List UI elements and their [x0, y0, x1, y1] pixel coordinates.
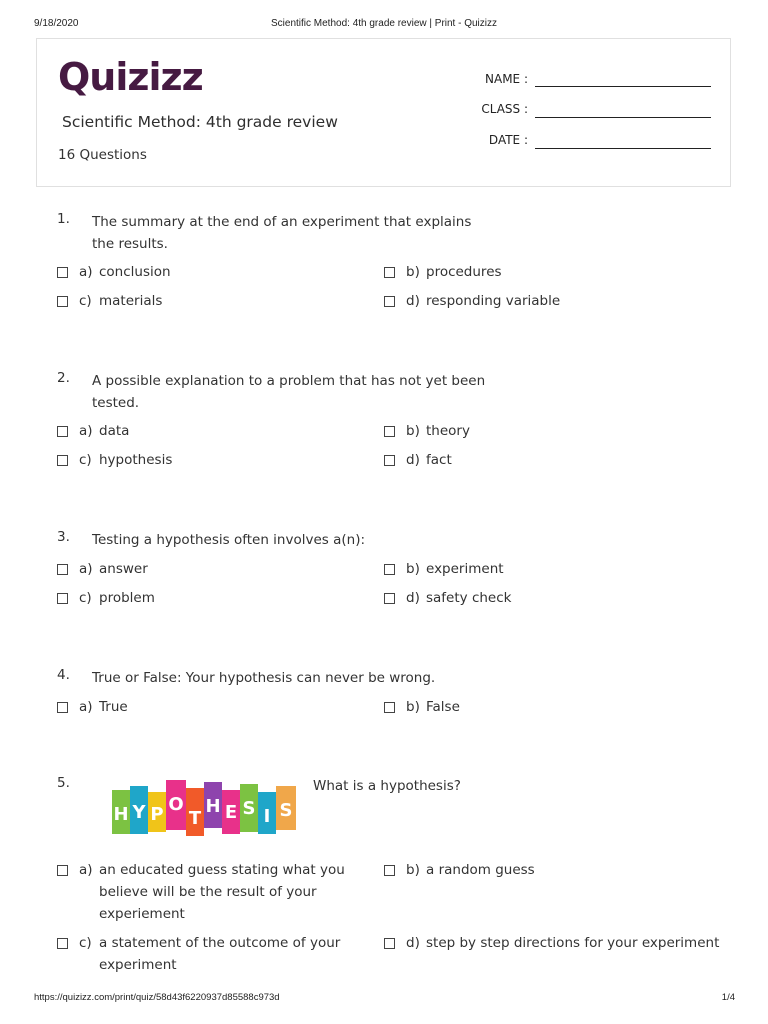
- checkbox[interactable]: [57, 938, 68, 949]
- question-number: 2.: [57, 370, 70, 386]
- checkbox[interactable]: [57, 267, 68, 278]
- footer-url[interactable]: https://quizizz.com/print/quiz/58d43f6220937d85588c973d: [34, 992, 280, 1003]
- checkbox[interactable]: [57, 296, 68, 307]
- question-number: 5.: [57, 775, 70, 791]
- checkbox[interactable]: [57, 455, 68, 466]
- option-letter: a): [79, 862, 93, 878]
- option-text: conclusion: [99, 264, 171, 280]
- question-text: What is a hypothesis?: [313, 778, 461, 794]
- option-letter: d): [406, 293, 420, 309]
- option-text: a random guess: [426, 862, 535, 878]
- option-text: step by step directions for your experiment: [426, 935, 720, 951]
- name-field-label: NAME :: [485, 72, 528, 86]
- checkbox[interactable]: [384, 267, 395, 278]
- class-field-line[interactable]: [535, 117, 711, 118]
- hyp-letter-4: O: [168, 794, 184, 815]
- option-letter: d): [406, 935, 420, 951]
- option-text: fact: [426, 452, 452, 468]
- checkbox[interactable]: [384, 938, 395, 949]
- option-text: answer: [99, 561, 148, 577]
- hyp-letter-7: E: [224, 802, 238, 823]
- option-letter: c): [79, 935, 92, 951]
- name-field-line[interactable]: [535, 86, 711, 87]
- option-text: an educated guess stating what you believe will be the result of your experiement: [99, 862, 345, 922]
- option-text: True: [99, 699, 128, 715]
- checkbox[interactable]: [57, 564, 68, 575]
- question-text: True or False: Your hypothesis can never be wrong.: [92, 670, 436, 686]
- checkbox[interactable]: [384, 702, 395, 713]
- print-title: Scientific Method: 4th grade review | Print - Quizizz: [270, 18, 498, 29]
- checkbox[interactable]: [57, 593, 68, 604]
- question-count: 16 Questions: [58, 147, 147, 163]
- hyp-letter-6: H: [205, 796, 221, 817]
- date-field-label-wrap: [0, 133, 528, 149]
- option-letter: a): [79, 561, 93, 577]
- date-field-line[interactable]: [535, 148, 711, 149]
- option-letter: b): [406, 862, 420, 878]
- option-letter: a): [79, 423, 93, 439]
- checkbox[interactable]: [384, 564, 395, 575]
- option-text: procedures: [426, 264, 502, 280]
- option-letter: b): [406, 423, 420, 439]
- question-text: Testing a hypothesis often involves a(n):: [92, 532, 366, 548]
- question-number: 1.: [57, 211, 70, 227]
- checkbox[interactable]: [57, 865, 68, 876]
- option-text: safety check: [426, 590, 512, 606]
- page-number: 1/4: [721, 992, 735, 1003]
- option-text: False: [426, 699, 460, 715]
- option-letter: c): [79, 590, 92, 606]
- hyp-letter-5: T: [188, 808, 202, 829]
- checkbox[interactable]: [384, 593, 395, 604]
- hyp-letter-9: I: [263, 806, 271, 827]
- hyp-letter-8: S: [242, 798, 256, 819]
- checkbox[interactable]: [384, 455, 395, 466]
- option-letter: d): [406, 590, 420, 606]
- print-date: 9/18/2020: [34, 18, 79, 29]
- option-text: materials: [99, 293, 163, 309]
- date-field-label: DATE :: [488, 133, 528, 147]
- name-field-label-wrap: [0, 72, 528, 88]
- option-letter: a): [79, 699, 93, 715]
- option-text: data: [99, 423, 130, 439]
- hyp-letter-2: Y: [132, 802, 146, 823]
- checkbox[interactable]: [384, 296, 395, 307]
- print-header: [0, 18, 768, 32]
- print-footer: [0, 992, 768, 1006]
- option-text: theory: [426, 423, 470, 439]
- quiz-title: Scientific Method: 4th grade review: [62, 113, 338, 131]
- option-letter: a): [79, 264, 93, 280]
- class-field-label-wrap: [0, 102, 528, 118]
- hyp-letter-3: P: [150, 804, 164, 825]
- option-text: a statement of the outcome of your experiment: [99, 935, 341, 973]
- checkbox[interactable]: [57, 702, 68, 713]
- question-number: 3.: [57, 529, 70, 545]
- checkbox[interactable]: [384, 426, 395, 437]
- option-letter: d): [406, 452, 420, 468]
- option-letter: c): [79, 293, 92, 309]
- hyp-letter-10: S: [279, 800, 293, 821]
- option-letter: b): [406, 699, 420, 715]
- question-text: A possible explanation to a problem that has not yet been tested.: [92, 373, 486, 411]
- option-text: experiment: [426, 561, 504, 577]
- option-text: problem: [99, 590, 155, 606]
- quizizz-logo: Quizizz: [58, 55, 203, 99]
- hyp-letter-1: H: [113, 804, 129, 825]
- option-letter: b): [406, 561, 420, 577]
- question-text: The summary at the end of an experiment that explains the results.: [92, 214, 472, 252]
- option-letter: b): [406, 264, 420, 280]
- checkbox[interactable]: [384, 865, 395, 876]
- hypothesis-image: [112, 776, 296, 840]
- question-number: 4.: [57, 667, 70, 683]
- option-text: hypothesis: [99, 452, 173, 468]
- option-letter: c): [79, 452, 92, 468]
- option-text: responding variable: [426, 293, 561, 309]
- class-field-label: CLASS :: [481, 102, 528, 116]
- checkbox[interactable]: [57, 426, 68, 437]
